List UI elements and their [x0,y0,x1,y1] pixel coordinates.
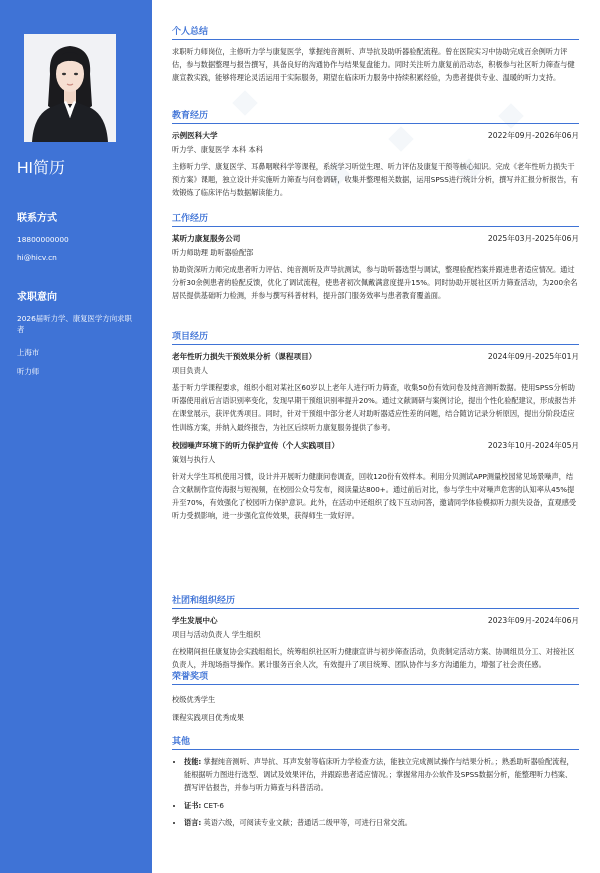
award-item: 校级优秀学生 [172,695,216,704]
contact-email[interactable]: hi@hicv.cn [17,253,57,262]
education-row [172,130,579,141]
education-major: 听力学、康复医学 本科 本科 [172,145,263,154]
project-text: 针对大学生耳机使用习惯，设计并开展听力健康问卷调查，回收120份有效样本。利用分贝测试APP测量校园常见场景噪声，结合文献制作宣传海报与短视频，在校园公众号发布，阅读量达800+。通过前后对比，参与学生中对噪声危害的认知率从45%提升至70%，有效强化了校园听力保护意识。此外，在活动中还组织了线下互动问答，邀请同学体验模拟听力损失设备，直观感受听力受损影响，进一步强化宣传效果，获得师生一致好评。 [172,471,577,521]
education-school: 示例医科大学 [172,131,218,140]
work-section [172,213,579,303]
projects-heading: 项目经历 [172,331,579,345]
org-name: 学生发展中心 [172,616,218,625]
education-section [172,110,579,200]
summary-text: 求职听力师岗位，主修听力学与康复医学，掌握纯音测听、声导抗及助听器验配流程。曾在医院实习中协助完成百余例听力评估，参与数据整理与报告撰写，具备良好的沟通协作与结果复盘能力。同时关注听力康复前沿动态，积极参与社区听力筛查与健康宣教实践，能够将理论灵活运用于实际服务，期望在临床听力服务中持续积累经验，为患者提供专业、温暖的听力支持。 [172,47,575,83]
intent-position: 听力师 [17,367,40,376]
project-role: 项目负责人 [172,366,208,375]
brand-title: HI简历 [17,160,66,177]
contact-phone: 18800000000 [17,235,69,244]
education-date: 2022年09月-2026年06月 [487,131,579,140]
skills-text: 掌握纯音测听、声导抗、耳声发射等临床听力学检查方法，能独立完成测试操作与结果分析。；熟悉助听器验配流程，能根据听力图进行选型、调试及效果评估，并跟踪患者适应情况。；掌握常用办公软件及SPSS数据分析，能整理听力档案、撰写评估报告，并参与听力筛查与科普活动。 [184,757,574,793]
work-date: 2025年03月-2025年06月 [487,234,579,243]
profile-photo [24,34,116,142]
org-role: 项目与活动负责人 学生组织 [172,630,261,639]
org-section [172,595,579,671]
project-row [172,351,579,362]
summary-heading: 个人总结 [172,26,579,40]
work-company: 某听力康复服务公司 [172,234,241,243]
lang-item [184,816,579,829]
other-section [172,736,579,829]
project-text: 基于听力学课程要求，组织小组对某社区60岁以上老年人进行听力筛查，收集50份有效问卷及纯音测听数据。使用SPSS分析助听器使用前后言语识别率变化，发现早期干预组识别率提升20%。通过文献调研与案例讨论，提出个性化验配建议，形成报告并在课堂展示，获评优秀项目。同时，针对干预组中部分老人对助听器适应性差的问题，结合随访记录分析原因，提出分阶段适应性训练方案，并纳入最终报告，为社区后续听力康复服务提供了参考。 [172,383,577,432]
person-avatar-icon [24,34,116,142]
lang-label: 语言: [184,817,202,827]
intent-title: 求职意向 [17,292,57,303]
skills-label: 技能: [184,757,202,766]
awards-section [172,671,579,723]
skills-item [184,755,579,795]
project-role: 策划与执行人 [172,454,216,464]
project-name: 校园噪声环境下的听力保护宣传（个人实践项目） [172,440,340,450]
intent-goal: 2026届听力学、康复医学方向求职者 [17,314,132,334]
education-heading: 教育经历 [172,110,579,124]
summary-section [172,26,579,85]
work-text: 协助资深听力师完成患者听力评估、纯音测听及声导抗测试，参与助听器选型与调试，整理验配档案并跟进患者适应情况。通过分析30余例患者的验配反馈，优化了调试流程，使患者初次佩戴满意度提升15%。同时协助开展社区听力筛查活动，为200余名居民提供基础听力检测，并参与撰写科普材料，提升部门服务效率与患者教育覆盖面。 [172,265,578,301]
work-row [172,233,579,244]
lang-text: 英语六级，可阅读专业文献；普通话二级甲等，可进行日常交流。 [201,817,412,827]
awards-heading: 荣誉奖项 [172,671,579,685]
org-text: 在校期间担任康复协会实践组组长，统筹组织社区听力健康宣讲与初步筛查活动，负责制定活动方案、协调组员分工、对接社区负责人，并现场指导操作。累计服务百余人次，有效提升了项目统筹、团队协作与多方沟通能力，增强了社会责任感。 [172,647,575,670]
work-role: 听力师助理 助听器验配部 [172,248,254,257]
project-name: 老年性听力损失干预效果分析（课程项目） [172,352,317,361]
cert-label: 证书: [184,800,202,810]
org-row [172,615,579,626]
cert-item [184,799,579,812]
contact-title: 联系方式 [17,213,57,224]
award-item: 课程实践项目优秀成果 [172,713,244,722]
project-date: 2023年10月-2024年05月 [487,440,579,450]
projects-section [172,331,579,523]
project-row [172,440,579,451]
org-date: 2023年09月-2024年06月 [487,616,579,625]
main-content [152,0,600,873]
work-heading: 工作经历 [172,213,579,227]
other-heading: 其他 [172,736,579,750]
education-text: 主修听力学、康复医学、耳鼻咽喉科学等课程，系统学习听觉生理、听力评估及康复干预等核心知识。完成《老年性听力损失干预方案》课题，独立设计并实施听力筛查与问卷调研，收集并整理相关数据，运用SPSS进行统计分析，撰写并汇报分析报告，有效锻炼了临床评估与数据解读能力。 [172,162,579,198]
sidebar [0,0,152,873]
org-heading: 社团和组织经历 [172,595,579,609]
other-list [172,755,579,829]
project-date: 2024年09月-2025年01月 [487,352,579,361]
intent-city: 上海市 [17,348,40,357]
cert-text: CET-6 [201,800,224,810]
